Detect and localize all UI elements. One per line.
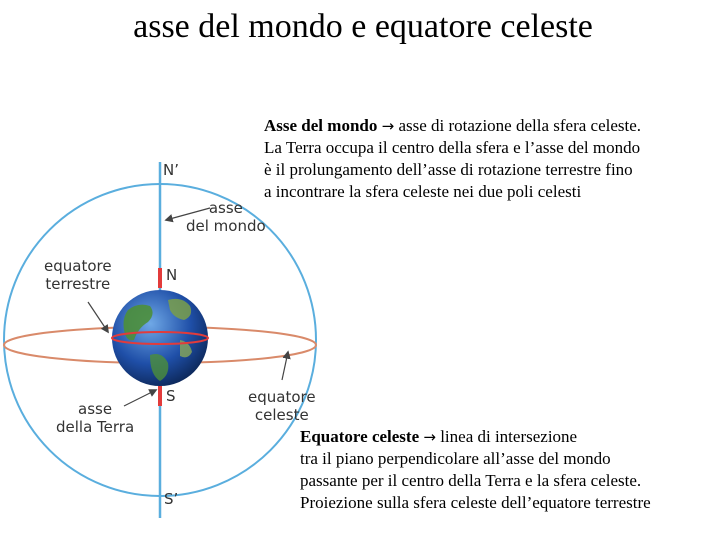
asse-line-4: a incontrare la sfera celeste nei due poli celesti	[264, 182, 582, 201]
earth-globe	[112, 290, 208, 386]
label-asse-della-terra: asse della Terra	[56, 400, 135, 436]
equatore-celeste-definition	[300, 426, 716, 514]
asse-arrow: →	[381, 117, 395, 135]
equatore-line-3: passante per il centro della Terra e la sfera celeste.	[300, 471, 642, 490]
label-equatore-celeste: equatore celeste	[248, 388, 316, 424]
asse-line-3: è il prolungamento dell’asse di rotazione terrestre fino	[264, 160, 633, 179]
label-n: N	[166, 266, 178, 284]
equatore-line-2: tra il piano perpendicolare all’asse del mondo	[300, 449, 611, 468]
equatore-term: Equatore celeste	[300, 427, 420, 446]
asse-del-mondo-definition	[264, 115, 716, 203]
equatore-arrow: →	[423, 428, 436, 446]
equatore-line-1	[300, 426, 716, 448]
asse-line-1	[264, 115, 716, 137]
label-n-prime: N’	[163, 161, 179, 179]
celestial-sphere-diagram	[0, 150, 330, 530]
page-title: asse del mondo e equatore celeste	[133, 8, 593, 45]
equatore-line-4: Proiezione sulla sfera celeste dell’equatore terrestre	[300, 493, 651, 512]
asse-line-2: La Terra occupa il centro della sfera e l’asse del mondo	[264, 138, 641, 157]
asse-line1-text: asse di rotazione della sfera celeste.	[398, 116, 642, 135]
asse-term: Asse del mondo	[264, 116, 378, 135]
equatore-line1-text: linea di intersezione	[440, 427, 578, 446]
label-s: S	[166, 387, 176, 405]
label-equatore-terrestre: equatore terrestre	[44, 257, 112, 293]
label-s-prime: S’	[164, 490, 179, 508]
label-asse-del-mondo: asse del mondo	[186, 199, 266, 235]
